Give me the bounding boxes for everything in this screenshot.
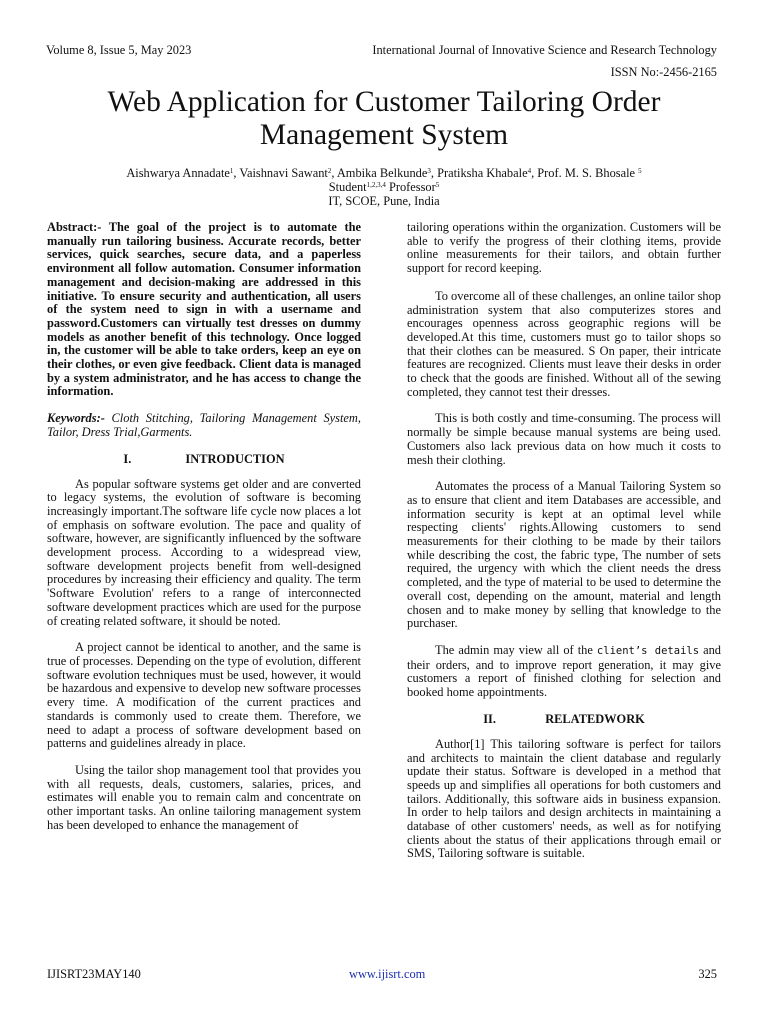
paragraph-text: and their orders, and to improve report generation, it may give customers a report of finished clothing for selection and booked home appointments. (407, 642, 721, 700)
author-name: Vaishnavi Sawant (239, 166, 328, 180)
section-title: RELATEDWORK (545, 711, 645, 726)
role-professor-mark: 5 (435, 181, 440, 189)
keywords-text: Cloth Stitching, Tailoring Management System, Tailor, Dress Trial,Garments. (47, 411, 361, 439)
author-list: Aishwarya Annadate$^1$, Vaishnavi Sawant$^2$, Ambika Belkunde$^3$, Pratiksha Khabale$^4$, Prof. M. S. Bhosale $^5$ (126, 166, 642, 180)
body-paragraph: Author[1] This tailoring software is perfect for tailors and architects to maintain the client database and regularly update their status. Software is developed in a method that speeds up and simplifies all operations for both customers and tailors. Additionally, this software aids in business expansion. In order to help tailors and design architects in maintaining a database of other customers' needs, as well as for notifying clients about the status of their applications through email or SMS, Tailoring software is suitable. (407, 736, 721, 861)
paper-title: Web Application for Customer Tailoring Order Management System (107, 86, 661, 151)
role-student-marks: 1,2,3,4 (366, 181, 386, 189)
author-name: Aishwarya Annadate (126, 166, 230, 180)
right-column (407, 221, 721, 861)
section-number: II. (483, 711, 496, 726)
keywords (47, 412, 361, 439)
header-journal-name: International Journal of Innovative Science and Research Technology (372, 43, 717, 57)
footer-page-number: 325 (698, 967, 717, 981)
body-paragraph: To overcome all of these challenges, an online tailor shop administration system that also computerizes stores and encourages openness across geographic regions will be developed.At this time, customers must go to tailor shops so that their clothes can be measured. S On paper, their intricate features are recognized. Clients must leave their desks in order to check that the goods are finished. Without all of the sewing completed, they cannot test their dresses. (407, 288, 721, 399)
footer-paper-code: IJISRT23MAY140 (47, 967, 141, 981)
author-affiliation-mark: 5 (638, 167, 642, 175)
keywords-label: Keywords:- (47, 411, 105, 426)
author-affiliation-mark: 1 (229, 167, 234, 175)
author-affiliation-mark: 4 (527, 167, 532, 175)
role-professor: Professor (388, 180, 436, 194)
body-paragraph (407, 644, 721, 700)
author-affiliation-mark: 3 (427, 167, 431, 175)
section-number: I. (123, 451, 132, 466)
section-heading-related-work (407, 712, 721, 726)
affiliation: IT, SCOE, Pune, India (328, 194, 440, 208)
section-title: INTRODUCTION (185, 451, 285, 466)
author-roles (40, 180, 728, 194)
body-paragraph: Automates the process of a Manual Tailoring System so as to ensure that client and item Databases are accessible, and information security is kept at an optimal level while respecting clients' rights.Allowing customers to send measurements for their clothing to be made by their tailors while describing the cost, the fabric type, The number of sets required, the urgency with which the client needs the dress completed, and the type of material to be used to determine the overall cost, depending on the amount, material and length chosen and to make money by selling that knowledge to the purchaser. (407, 479, 721, 631)
role-student: Student (328, 180, 367, 194)
left-column (47, 221, 361, 832)
author-name: Ambika Belkunde (336, 166, 428, 180)
body-paragraph: A project cannot be identical to another, and the same is true of processes. Depending on the type of evolution, different software evolution techniques must be used, however, it would be hazardous and expensive to develop new software processes every time. A modification of the current practices and standards is commonly used to create them. Therefore, we need to adapt a process of software development based on patterns and guidelines already in place. (47, 640, 361, 751)
author-name: Pratiksha Khabale (437, 166, 528, 180)
header-volume: Volume 8, Issue 5, May 2023 (46, 43, 192, 57)
body-paragraph: Using the tailor shop management tool that provides you with all requests, deals, customers, salaries, prices, and estimates will enable you to remain calm and concentrate on other important tasks. An online tailoring management system has been developed to enhance the management of (47, 762, 361, 832)
footer-website-link[interactable]: www.ijisrt.com (349, 967, 426, 981)
paragraph-text: The admin may view all of the (435, 642, 597, 657)
section-heading-introduction (47, 452, 361, 466)
inline-code-text: client’s details (596, 644, 700, 657)
abstract: Abstract:- The goal of the project is to automate the manually run tailoring business. Accurate records, better services, quick searches, secure data, and a paperless environment all follow automation. Consumer information management and decision-making are addressed in this initiative. To ensure security and authentication, all users of the system need to sign in with a username and password.Customers can virtually test dresses on dummy models as another benefit of this technology. Once logged in, the customer will be able to take orders, keep an eye on their clothes, or even give feedback. Client data is managed by a system administrator, and he has access to change the information. (47, 220, 361, 399)
body-paragraph: As popular software systems get older and are converted to legacy systems, the evolution of software is becoming increasingly important.The software life cycle now places a lot of emphasis on software evolution. The pace and quality of software, however, are significantly influenced by the software development process. According to a widespread view, software development projects benefit from well-designed procedures by increasing their efficiency and quality. The term 'Software Evolution' refers to a range of interconnected software development practices which are used for the purpose of creating related software, it should be noted. (47, 476, 361, 628)
author-affiliation-mark: 2 (327, 167, 332, 175)
body-paragraph: This is both costly and time-consuming. The process will normally be simple because manual systems are being used. Customers also lack previous data on how much it costs to mesh their clothing. (407, 411, 721, 467)
author-name: Prof. M. S. Bhosale (537, 166, 636, 180)
header-issn: ISSN No:-2456-2165 (610, 65, 717, 79)
body-paragraph: tailoring operations within the organization. Customers will be able to verify the progress of their clothing items, provide online measurements for their tailors, and obtain further support for record keeping. (407, 220, 721, 276)
